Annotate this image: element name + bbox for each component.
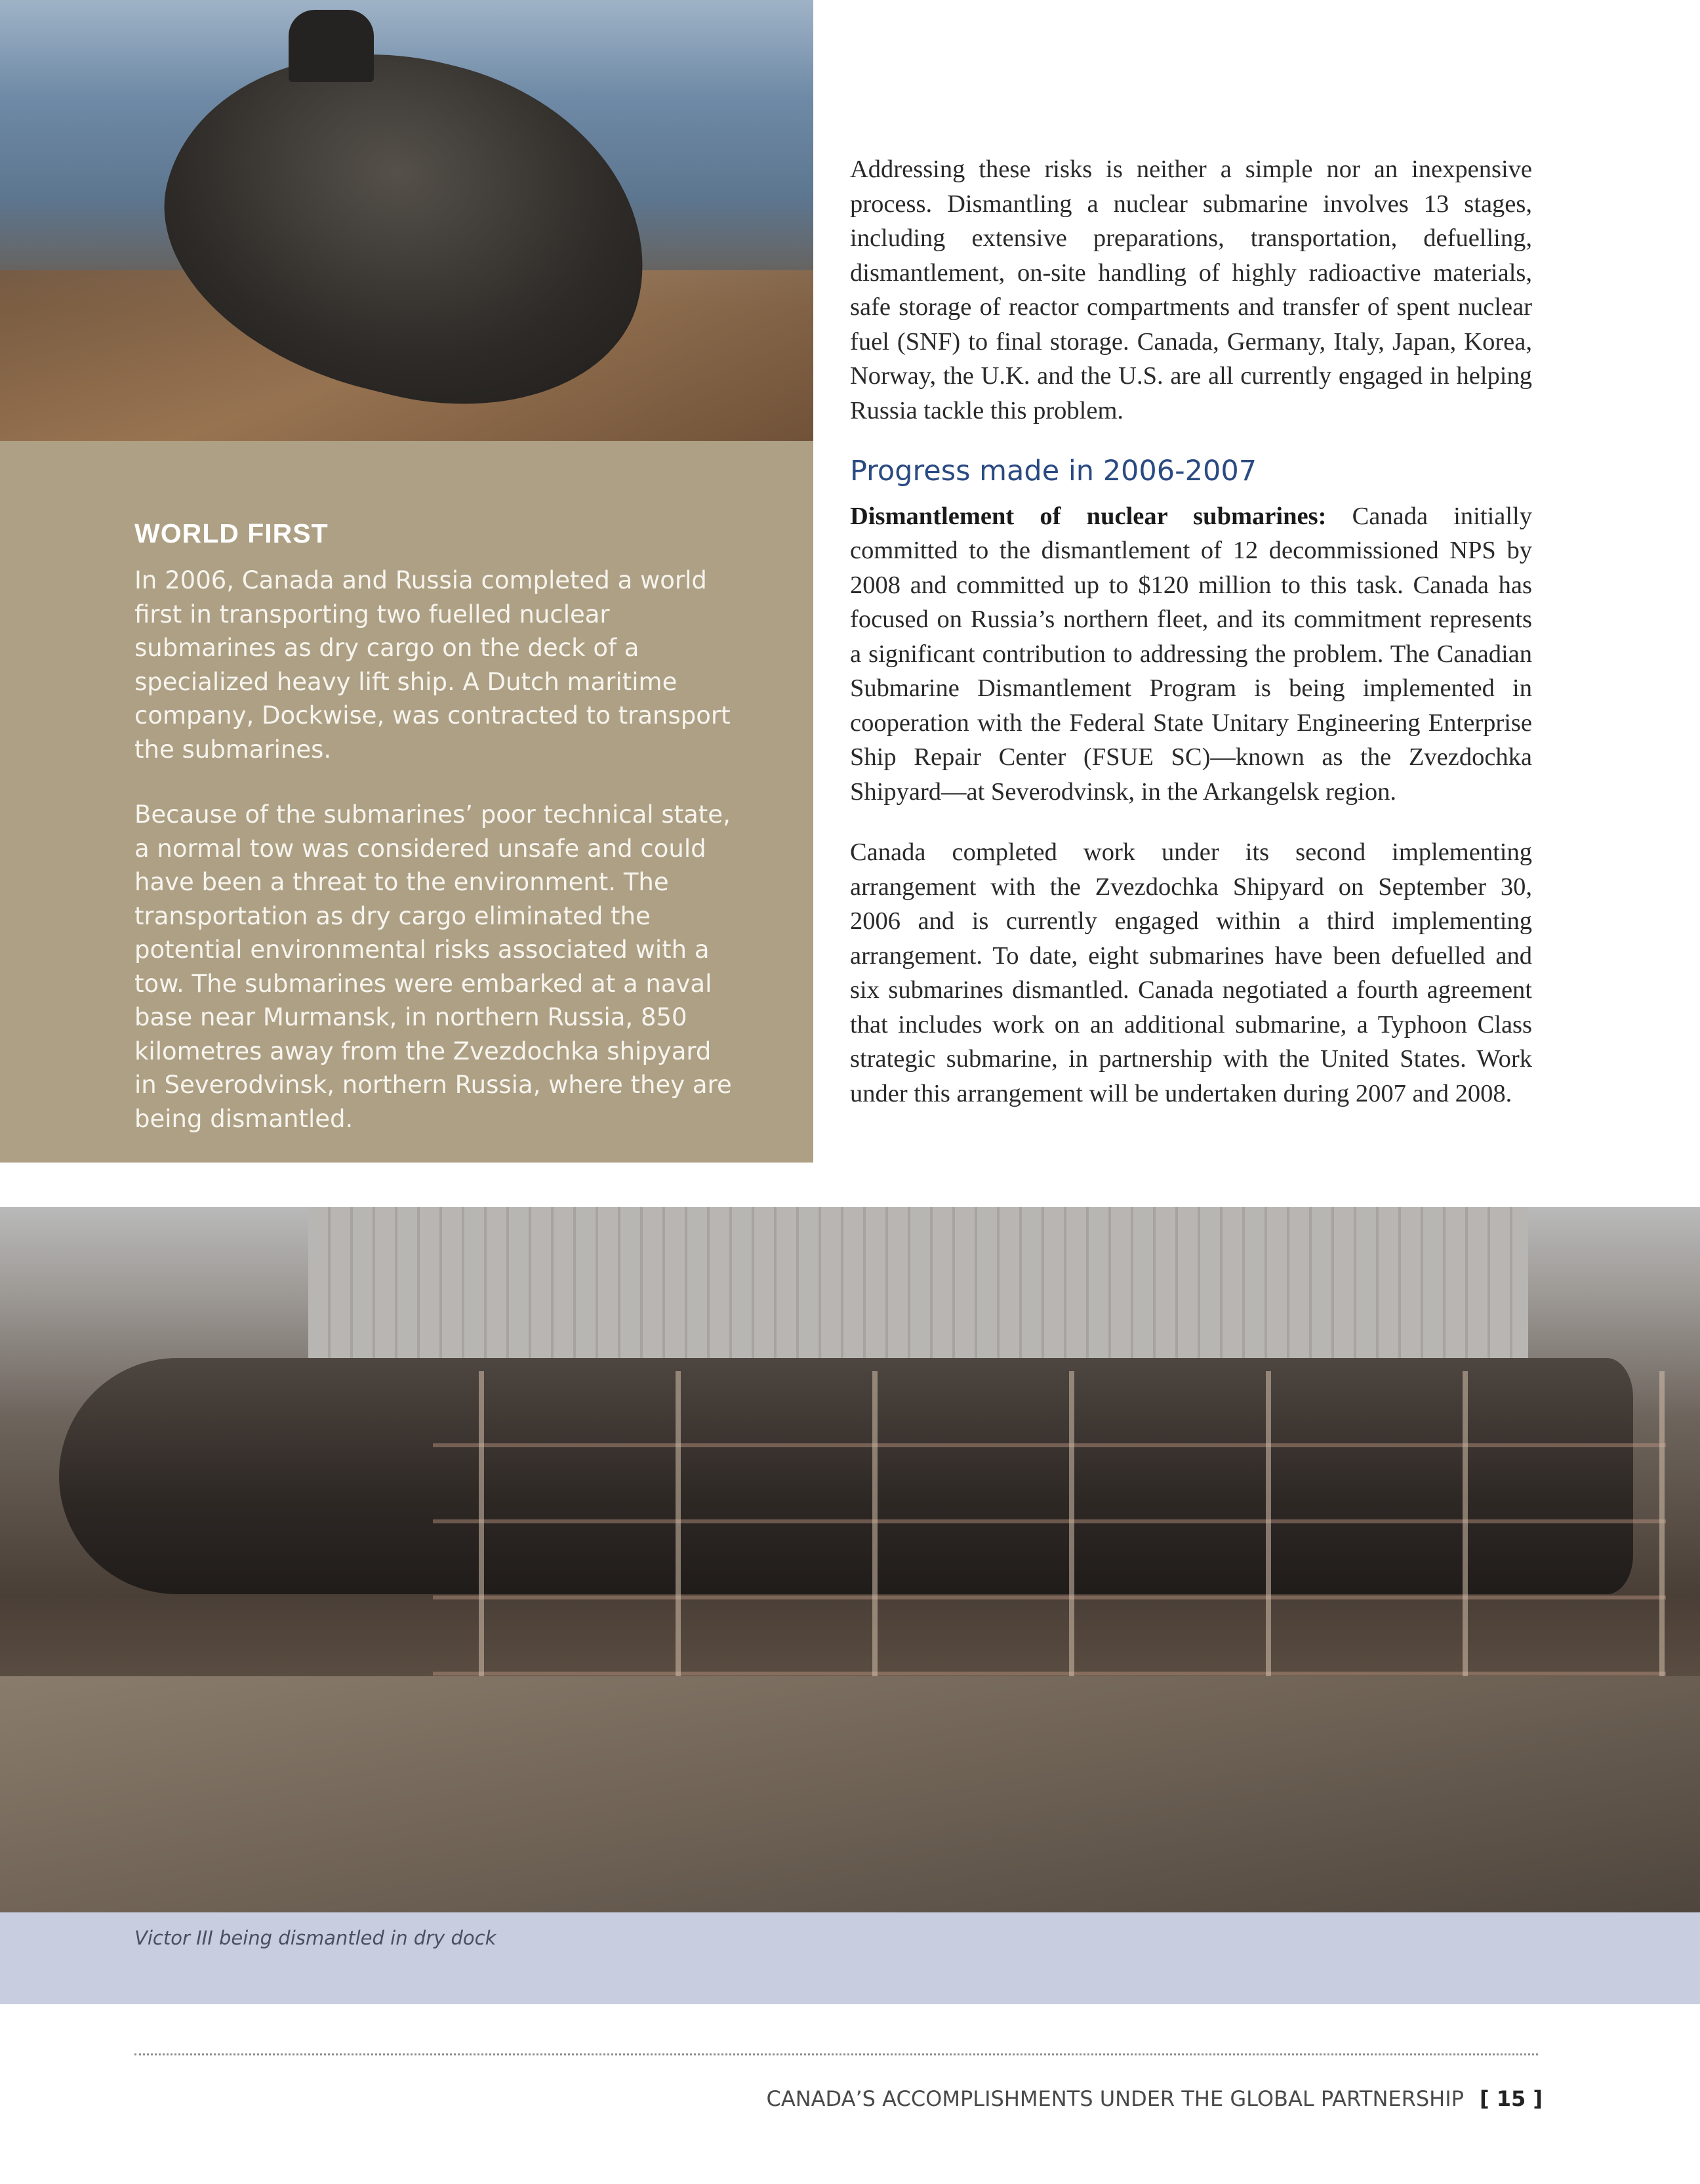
dry-dock-photo <box>0 1207 1700 1912</box>
photo-caption: Victor III being dismantled in dry dock <box>134 1927 496 1949</box>
sidebar-paragraph: In 2006, Canada and Russia completed a world first in transporting two fuelled nuclear submarines as dry cargo on the deck of a specialized heavy lift ship. A Dutch maritime company, Dockwise, was contracted to transport the submarines. <box>134 566 731 764</box>
submarine-sail <box>289 10 374 82</box>
world-first-sidebar <box>0 441 813 1163</box>
page-number: [ 15 ] <box>1479 2086 1543 2111</box>
intro-paragraph: Addressing these risks is neither a simple nor an inexpensive process. Dismantling a nuclear submarine involves 13 stages, including extensive preparations, transportation, defuelling, dismantlement, on-site handling of highly radioactive materials, safe storage of reactor compartments and transfer of spent nuclear fuel (SNF) to final storage. Canada, Germany, Italy, Japan, Korea, Norway, the U.K. and the U.S. are all currently engaged in helping Russia tackle this problem. <box>850 155 1532 424</box>
caption-bar <box>0 1912 1700 2004</box>
lead-in: Dismantlement of nuclear submarines: <box>850 502 1327 530</box>
sidebar-paragraph: Because of the submarines’ poor technical state, a normal tow was considered unsafe and could have been a threat to the environment. The transportation as dry cargo eliminated the potential environmental risks associated with a tow. The submarines were embarked at a naval base near Murmansk, in northern Russia, 850 kilometres away from the Zvezdochka shipyard in Severodvinsk, northern Russia, where they are being dismantled. <box>134 800 732 1133</box>
footer-rule <box>134 2053 1538 2055</box>
page-footer <box>766 2086 1543 2111</box>
dock-floor <box>0 1676 1700 1912</box>
main-text-column <box>850 152 1532 1137</box>
sidebar-heading: WORLD FIRST <box>134 518 329 548</box>
section-heading: Progress made in 2006-2007 <box>850 455 1257 487</box>
implementing-arrangement-paragraph: Canada completed work under its second implementing arrangement with the Zvezdochka Shipyard on September 30, 2006 and is currently engaged within a third implementing arrangement. To date, eight submarines have been defuelled and six submarines dismantled. Canada negotiated a fourth agreement that includes work on an additional submarine, a Typhoon Class strategic submarine, in partnership with the United States. Work under this arrangement will be undertaken during 2007 and 2008. <box>850 838 1532 1107</box>
dismantlement-paragraph <box>850 499 1532 810</box>
dismantlement-text: Canada initially committed to the dismantlement of 12 decommissioned NPS by 2008 and committed up to $120 million to this task. Canada has focused on Russia’s northern fleet, and its commitment represents a significant contribution to addressing the problem. The Canadian Submarine Dismantlement Program is being implemented in cooperation with the Federal State Unitary Engineering Enterprise Ship Repair Center (FSUE SC)—known as the Zvezdochka Shipyard—at Severodvinsk, in the Arkangelsk region. <box>850 502 1532 806</box>
shipyard-building <box>308 1207 1528 1358</box>
submarine-photo-top <box>0 0 813 441</box>
footer-title: CANADA’S ACCOMPLISHMENTS UNDER THE GLOBAL PARTNERSHIP <box>766 2086 1464 2111</box>
